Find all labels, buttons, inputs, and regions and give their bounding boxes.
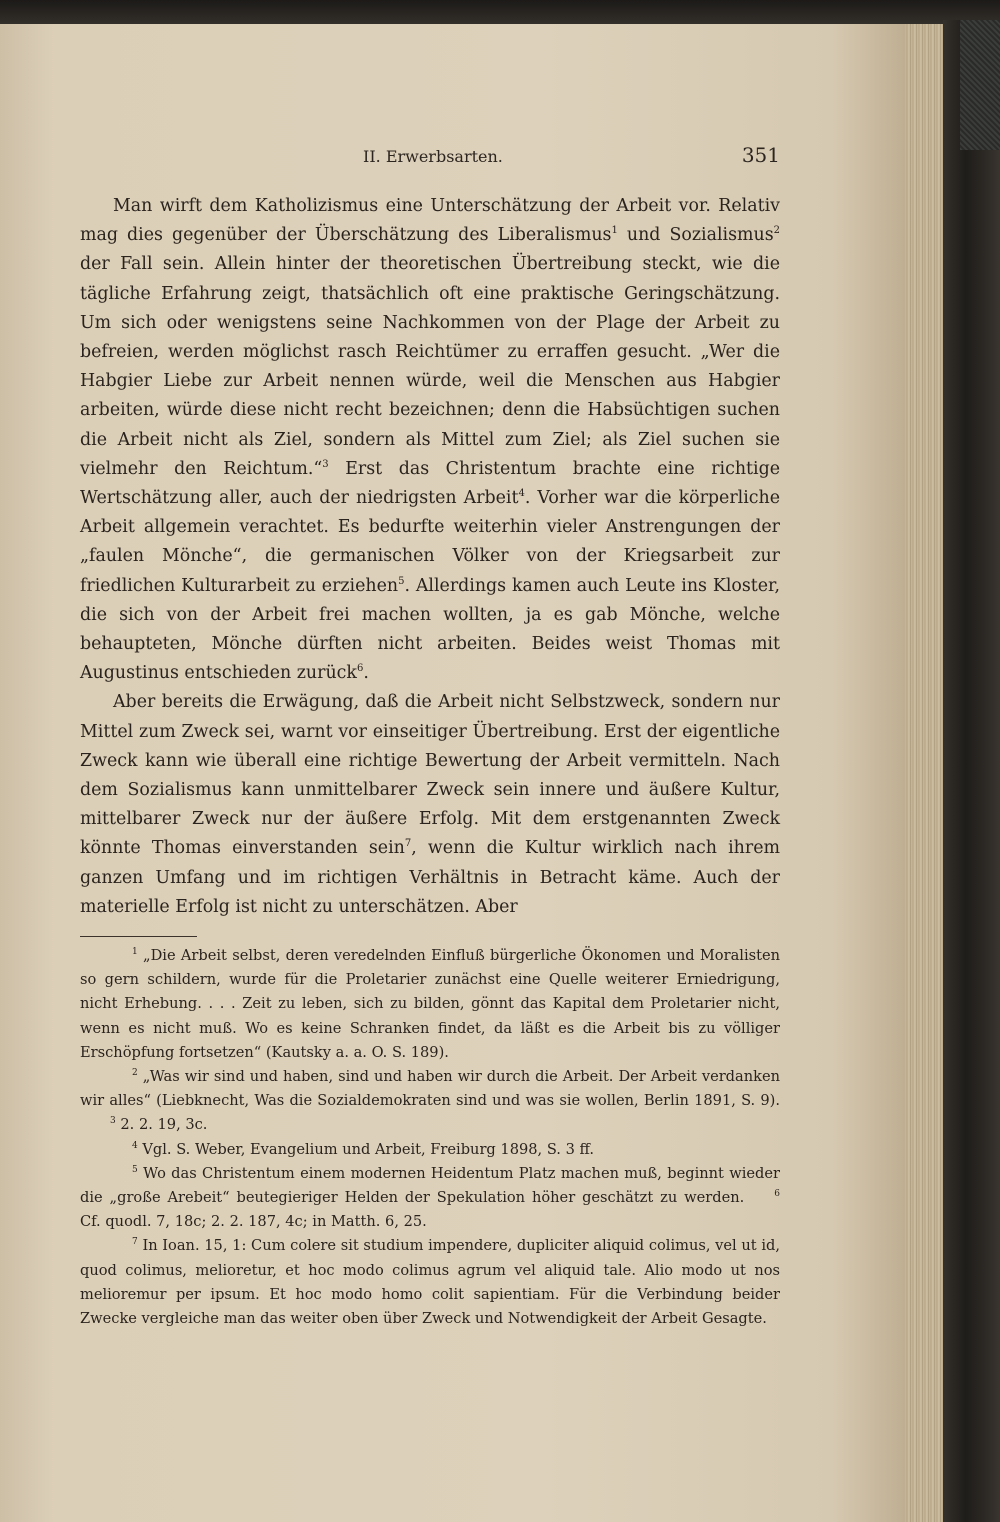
footnote-text: In Ioan. 15, 1: Cum colere sit studium impendere, dupliciter aliquid colimus, vel ut id, quod colimus, melioretur, et hoc modo colimus agrum vel aliquid tale. Alio modo ut nos melioremur per ipsum. Et hoc modo homo colit sapientiam. Für die Verbindung beider Zwecke vergleiche man das weiter oben über Zweck und Notwendigkeit der Arbeit Gesagte.: [80, 1237, 781, 1328]
footnote-text: „Die Arbeit selbst, deren veredelnden Einfluß bürgerliche Ökonomen und Moralisten so gern schildern, wurde für die Proletarier zunächst eine Quelle weiterer Erniedrigung, nicht Erhebung. . . . Zeit zu leben, sich zu bilden, gönnt das Kapital dem Proletarier nicht, wenn es nicht muß. Wo es keine Schranken findet, da läßt es die Arbeit bis zu völliger Erschöpfung fortsetzen“ (Kautsky a. a. O. S. 189).: [80, 947, 780, 1061]
footnote-reference: 3: [322, 459, 329, 471]
footnote-number: 3: [110, 1116, 116, 1127]
footnote-number: 5: [132, 1164, 138, 1175]
book-cover: [943, 20, 1000, 1522]
footnote-number: 6: [774, 1189, 780, 1200]
footnote: [80, 1065, 780, 1138]
text-run: Erst das Christentum brachte eine richtige Wertschätzung aller, auch der niedrigsten Arbeit: [80, 458, 781, 509]
text-run: , wenn die Kultur wirklich nach ihrem ganzen Umfang und im richtigen Verhältnis in Betracht käme. Auch der materielle Erfolg ist nicht zu unterschätzen. Aber: [80, 838, 780, 917]
footnote-reference: 5: [398, 575, 405, 587]
text-run: .: [363, 663, 369, 684]
running-header: [80, 145, 780, 169]
footnote-number: 4: [132, 1140, 138, 1151]
cover-corner: [960, 20, 1000, 150]
footnote-reference: 1: [611, 225, 618, 237]
footnote: [80, 1234, 780, 1331]
body-paragraph: [80, 192, 780, 688]
footnote-reference: 6: [356, 663, 364, 675]
footnote-number: 2: [132, 1068, 138, 1079]
body-paragraph: [80, 688, 780, 922]
footnote-reference: 4: [518, 488, 525, 500]
footnote-text: Cf. quodl. 7, 18c; 2. 2. 187, 4c; in Matth. 6, 25.: [80, 1213, 427, 1231]
text-run: . Vorher war die körperliche Arbeit allgemein verachtet. Es bedurfte weiterhin vieler Anstrengungen der „faulen Mönche“, die germanischen Völker von der Kriegsarbeit zur friedlichen Kulturarbeit zu erziehen: [80, 488, 780, 596]
footnote-text: Wo das Christentum einem modernen Heidentum Platz machen muß, beginnt wieder die „große Arebeit“ beutegieriger Helden der Spekulation höher geschätzt zu werden.: [80, 1164, 780, 1207]
footnote-reference: 2: [773, 225, 780, 237]
footnote-number: 1: [132, 947, 138, 958]
footnote-text: Vgl. S. Weber, Evangelium und Arbeit, Freiburg 1898, S. 3 ff.: [142, 1140, 594, 1158]
page-number: 351: [741, 143, 780, 167]
footnote-rule: [80, 936, 197, 937]
footnote: [80, 1138, 780, 1162]
footnotes: [80, 944, 780, 1331]
text-run: der Fall sein. Allein hinter der theoretischen Übertreibung steckt, wie die tägliche Erfahrung zeigt, thatsächlich oft eine praktische Geringschätzung. Um sich oder wenigstens seine Nachkommen von der Plage der Arbeit zu befreien, werden möglichst rasch Reichtümer zu erraffen gesucht. „Wer die Habgier Liebe zur Arbeit nennen würde, weil die Menschen aus Habgier arbeiten, würde diese nicht recht bezeichnen; denn die Habsüchtigen suchen die Arbeit nicht als Ziel, sondern als Mittel zum Ziel; als Ziel suchen sie vielmehr den Reichtum.“: [80, 254, 780, 479]
text-run: . Allerdings kamen auch Leute ins Kloster, die sich von der Arbeit frei machen wollten, ja es gab Mönche, welche behaupteten, Mönche dürften nicht arbeiten. Beides weist Thomas mit Augustinus entschieden zurück: [80, 575, 780, 684]
footnote: [80, 944, 780, 1065]
text-run: und Sozialismus: [617, 225, 774, 246]
section-title: II. Erwerbsarten.: [363, 147, 503, 166]
footnote-text: „Was wir sind und haben, sind und haben wir durch die Arbeit. Der Arbeit verdanken wir alles“ (Liebknecht, Was die Sozialdemokraten sind und was sie wollen, Berlin 1891, S. 9).: [80, 1068, 781, 1110]
footnote: [80, 1162, 780, 1235]
main-text: [80, 192, 780, 922]
footnote-number: 7: [132, 1237, 138, 1248]
page-edges: [905, 24, 943, 1522]
text-run: Man wirft dem Katholizismus eine Unterschätzung der Arbeit vor. Relativ mag dies gegenüber der Überschätzung des Liberalismus: [80, 196, 780, 246]
text-run: Aber bereits die Erwägung, daß die Arbeit nicht Selbstzweck, sondern nur Mittel zum Zweck sei, warnt vor einseitiger Übertreibung. Erst der eigentliche Zweck kann wie überall eine richtige Bewertung der Arbeit vermitteln. Nach dem Sozialismus kann unmittelbarer Zweck sein innere und äußere Kultur, mittelbarer Zweck nur der äußere Erfolg. Mit dem erstgenannten Zweck könnte Thomas einverstanden sein: [80, 692, 780, 859]
footnote-reference: 7: [404, 838, 412, 850]
footnote-text: 2. 2. 19, 3c.: [120, 1116, 208, 1134]
